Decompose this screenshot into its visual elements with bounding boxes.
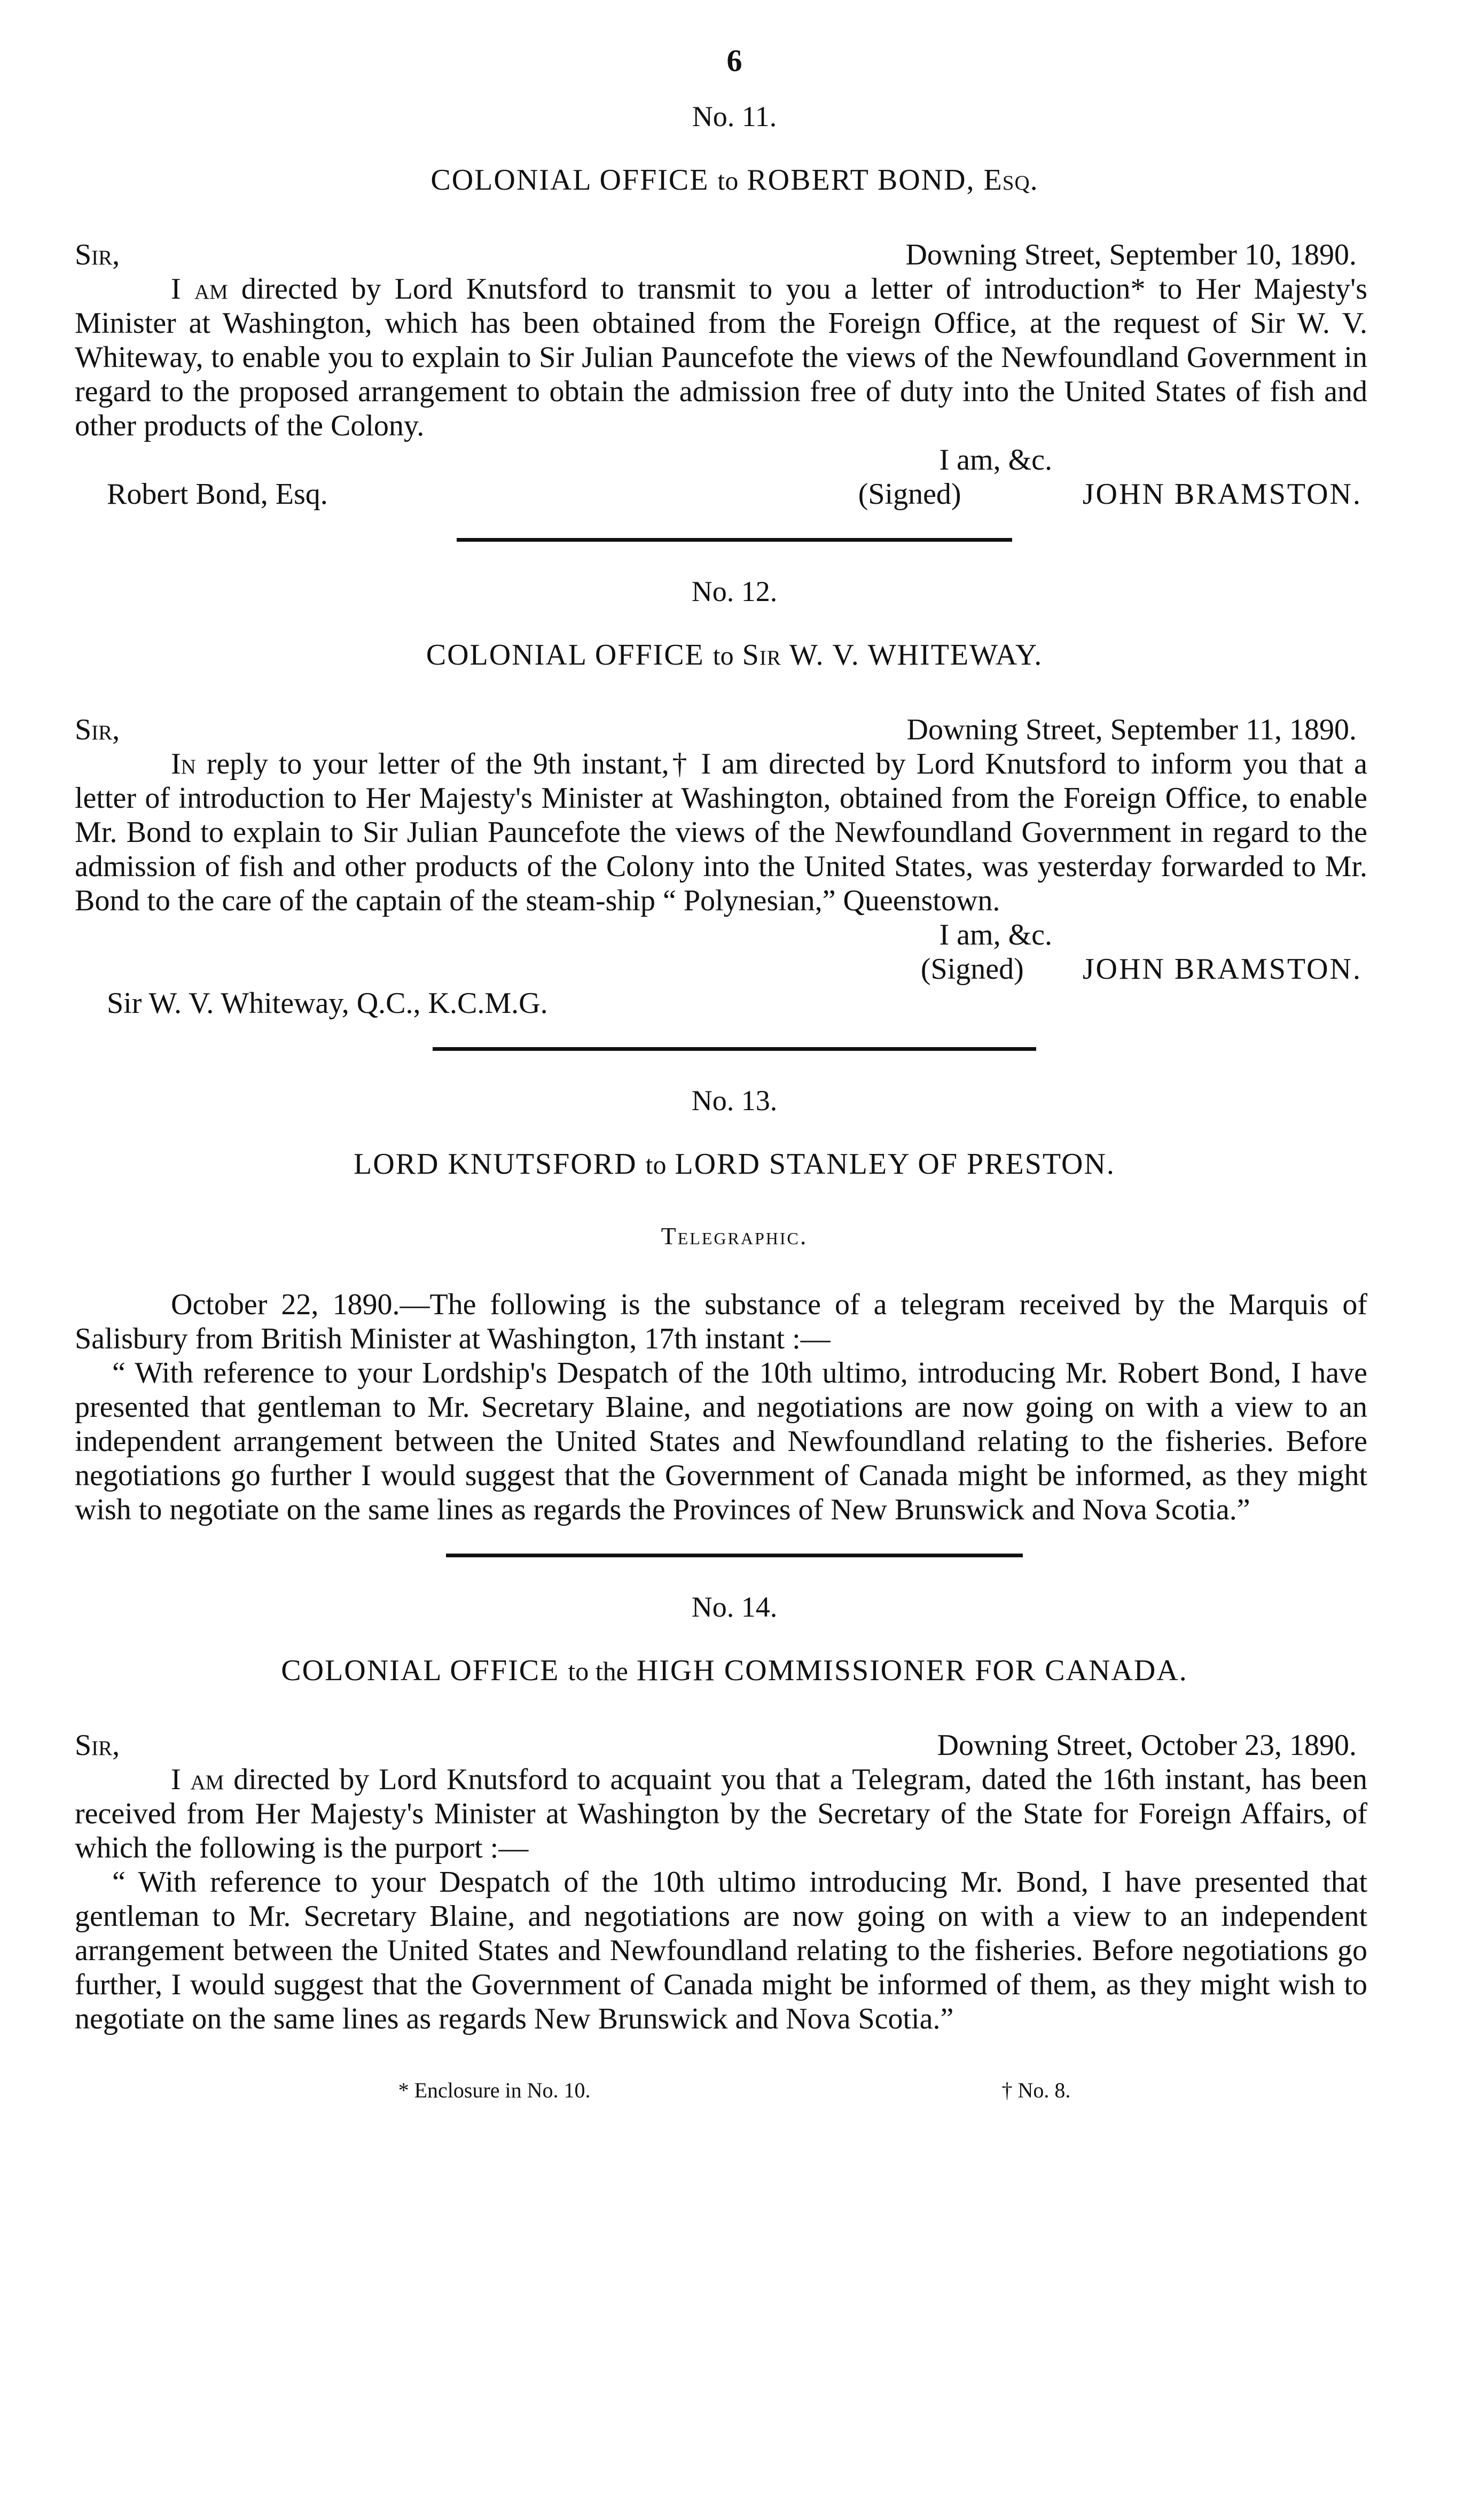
- heading-to-word: to: [713, 641, 734, 670]
- signed-label: (Signed): [858, 478, 961, 511]
- section-divider: [457, 538, 1012, 542]
- body-text: directed by Lord Knutsford to transmit to you a letter of introduction* to Her Majesty's Minister at Washington, which has been obtained from the Foreign Office, at the request of Sir W. V. Whiteway, to enable you to explain to Sir Julian Pauncefote the views of the Newfoundland Government in regard to the proposed arrangement to obtain the admission free of duty into the United States of fish and other products of the Colony.: [75, 272, 1367, 442]
- footnotes: [75, 2078, 1394, 2103]
- letter-heading: [75, 1147, 1394, 1181]
- salutation-row: [75, 238, 1394, 272]
- salutation: Sir,: [75, 238, 120, 271]
- letter-body: October 22, 1890.—The following is the substance of a telegram received by the Marquis of Salisbury from British Minister at Washington, 17th instant :—: [75, 1288, 1367, 1355]
- letter-body: [75, 747, 1394, 918]
- letter-number: No. 14.: [691, 1591, 778, 1623]
- salutation: Sir,: [75, 713, 120, 746]
- heading-from: COLONIAL OFFICE: [430, 163, 709, 197]
- document-page: [75, 43, 1394, 2103]
- body-lead: In: [171, 747, 196, 781]
- heading-from: COLONIAL OFFICE: [426, 638, 704, 672]
- letter-heading: [75, 1653, 1394, 1688]
- addressee: Sir W. V. Whiteway, Q.C., K.C.M.G.: [107, 987, 548, 1020]
- heading-from: LORD KNUTSFORD: [354, 1148, 637, 1181]
- footnote-enclosure: * Enclosure in No. 10.: [398, 2078, 591, 2102]
- letter-no-12: [75, 575, 1394, 1020]
- salutation-row: [75, 713, 1394, 747]
- body-text: directed by Lord Knutsford to acquaint you that a Telegram, dated the 16th instant, has been received from Her Majesty's Minister at Washington by the Secretary of the State for Foreign Affairs, of which the following is the purport :—: [75, 1763, 1367, 1864]
- letter-heading: [75, 163, 1394, 197]
- body-text: reply to your letter of the 9th instant,† I am directed by Lord Knutsford to inform you that a letter of introduction to Her Majesty's Minister at Washington, obtained from the Foreign Office, to enable Mr. Bond to explain to Sir Julian Pauncefote the views of the Newfoundland Government in regard to the admission of fish and other products of the Colony into the United States, was yesterday forwarded to Mr. Bond to the care of the captain of the steam-ship “ Polynesian,” Queenstown.: [75, 747, 1367, 917]
- letter-number: No. 13.: [691, 1085, 778, 1117]
- letter-number: No. 12.: [691, 575, 778, 607]
- salutation-row: [75, 1728, 1394, 1762]
- heading-recipient: LORD STANLEY OF PRESTON.: [675, 1148, 1115, 1181]
- signer: JOHN BRAMSTON.: [1082, 478, 1362, 511]
- body-lead: I am: [171, 1763, 224, 1796]
- page-number: 6: [726, 43, 742, 78]
- signature-block: [75, 952, 1394, 1020]
- signed-label: (Signed): [920, 953, 1024, 986]
- quoted-telegram: “ With reference to your Despatch of the 10th ultimo introducing Mr. Bond, I have presented that gentleman to Mr. Secretary Blaine, and negotiations are now going on with a view to an independent arrangement between the United States and Newfoundland relating to the fisheries. Before negotiations go further, I would suggest that the Government of Canada might be informed of them, as they might wish to negotiate on the same lines as regards New Brunswick and Nova Scotia.”: [75, 1866, 1367, 2035]
- signature-row: [75, 477, 1394, 511]
- heading-to-word: to the: [568, 1656, 628, 1686]
- heading-to-word: to: [645, 1150, 667, 1180]
- letter-no-11: [75, 100, 1394, 511]
- section-divider: [433, 1047, 1036, 1051]
- place-date: Downing Street, September 11, 1890.: [906, 713, 1357, 746]
- letter-no-14: [75, 1590, 1394, 2036]
- signature-line: [75, 952, 1362, 986]
- place-date: Downing Street, October 23, 1890.: [937, 1729, 1357, 1762]
- quoted-telegram: “ With reference to your Lordship's Despatch of the 10th ultimo, introducing Mr. Robert Bond, I have presented that gentleman to Mr. Secretary Blaine, and negotiations are now going on with a view to an independent arrangement between the United States and Newfoundland relating to the fisheries. Before negotiations go further I would suggest that the Government of Canada might be informed, as they might wish to negotiate on the same lines as regards the Provinces of New Brunswick and Nova Scotia.”: [75, 1356, 1367, 1526]
- heading-from: COLONIAL OFFICE: [281, 1654, 560, 1687]
- letter-body: [75, 1762, 1394, 1865]
- letter-number: No. 11.: [692, 100, 777, 132]
- heading-prefix: Sir: [742, 638, 781, 672]
- section-divider: [446, 1554, 1023, 1557]
- closing: I am, &c.: [939, 443, 1052, 477]
- salutation: Sir,: [75, 1729, 120, 1762]
- signer: JOHN BRAMSTON.: [1082, 953, 1362, 986]
- addressee: Robert Bond, Esq.: [107, 478, 328, 511]
- body-lead: I am: [171, 272, 228, 306]
- letter-heading: [75, 638, 1394, 672]
- heading-to-word: to: [717, 166, 739, 196]
- closing: I am, &c.: [939, 918, 1052, 951]
- telegraphic-label: Telegraphic.: [661, 1222, 808, 1250]
- letter-no-13: [75, 1084, 1394, 1527]
- place-date: Downing Street, September 10, 1890.: [905, 238, 1357, 271]
- heading-suffix: Esq.: [983, 163, 1038, 197]
- heading-recipient: HIGH COMMISSIONER FOR CANADA.: [636, 1654, 1188, 1687]
- footnote-dagger: † No. 8.: [1001, 2078, 1071, 2102]
- heading-recipient: W. V. WHITEWAY.: [789, 638, 1043, 672]
- letter-body: [75, 272, 1394, 443]
- heading-recipient: ROBERT BOND,: [747, 163, 975, 197]
